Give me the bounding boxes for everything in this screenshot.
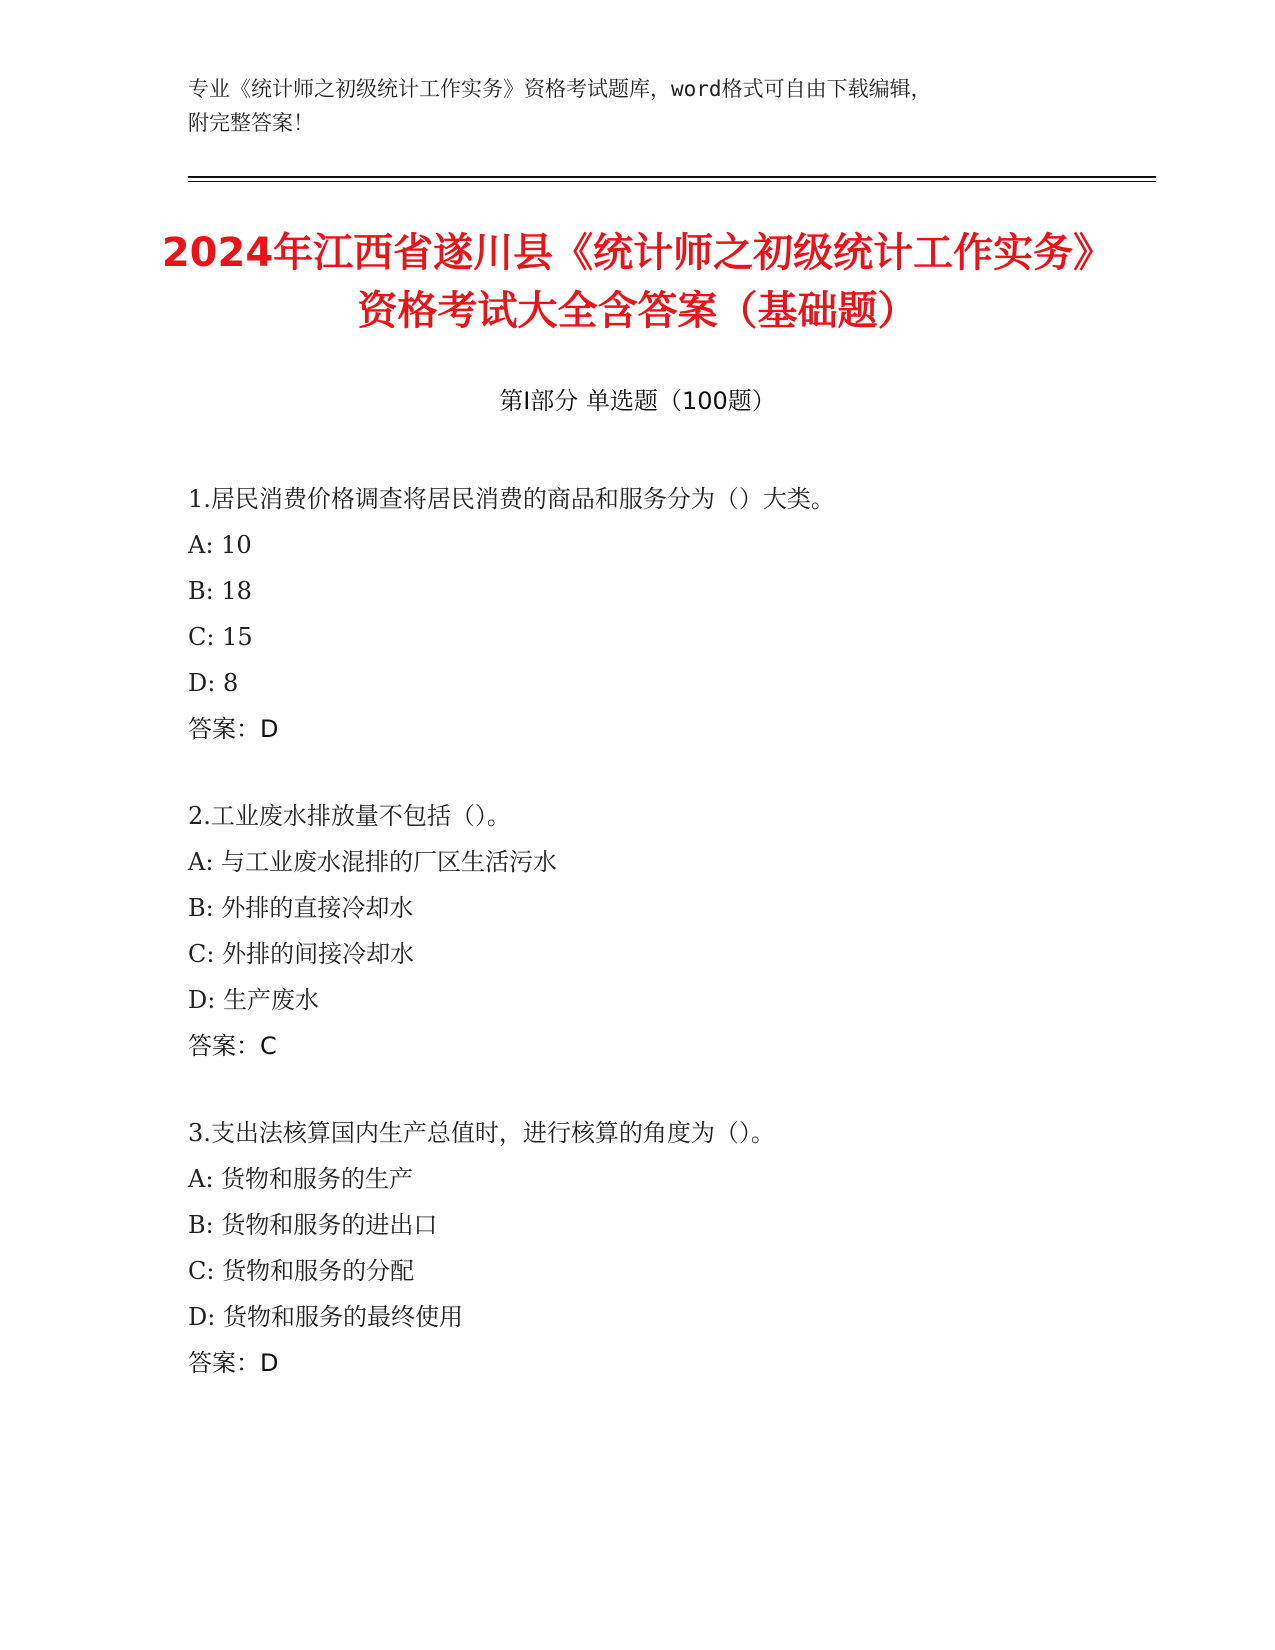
option-d: D: 货物和服务的最终使用 [188, 1303, 463, 1331]
question-3 [188, 1110, 1138, 1386]
option-d: D: 生产废水 [188, 986, 319, 1014]
answer: 答案：D [188, 1349, 279, 1377]
option-c: C: 货物和服务的分配 [188, 1257, 415, 1285]
option-a: A: 10 [188, 531, 252, 559]
header-divider-thick [188, 176, 1156, 178]
question-2 [188, 793, 1138, 1069]
option-b: B: 外排的直接冷却水 [188, 894, 414, 922]
document-title: 2024年江西省遂川县《统计师之初级统计工作实务》资格考试大全含答案（基础题） [161, 230, 1114, 334]
header-divider-thin [188, 181, 1156, 182]
question-stem: 1.居民消费价格调查将居民消费的商品和服务分为（）大类。 [188, 485, 835, 513]
question-stem: 2.工业废水排放量不包括（）。 [188, 802, 511, 830]
header-note-line2: 附完整答案！ [188, 111, 314, 135]
option-c: C: 15 [188, 623, 253, 651]
header-note [188, 72, 1088, 140]
option-c: C: 外排的间接冷却水 [188, 940, 415, 968]
option-b: B: 18 [188, 577, 252, 605]
answer: 答案：C [188, 1032, 277, 1060]
option-b: B: 货物和服务的进出口 [188, 1211, 438, 1239]
question-list [188, 476, 1138, 1427]
question-stem: 3.支出法核算国内生产总值时，进行核算的角度为（）。 [188, 1119, 775, 1147]
answer: 答案：D [188, 715, 279, 743]
option-d: D: 8 [188, 669, 239, 697]
question-1 [188, 476, 1138, 752]
section-heading: 第Ⅰ部分 单选题（100题） [499, 387, 776, 415]
header-note-line1: 专业《统计师之初级统计工作实务》资格考试题库，word格式可自由下载编辑， [188, 77, 932, 101]
option-a: A: 货物和服务的生产 [188, 1165, 414, 1193]
option-a: A: 与工业废水混排的厂区生活污水 [188, 848, 558, 876]
